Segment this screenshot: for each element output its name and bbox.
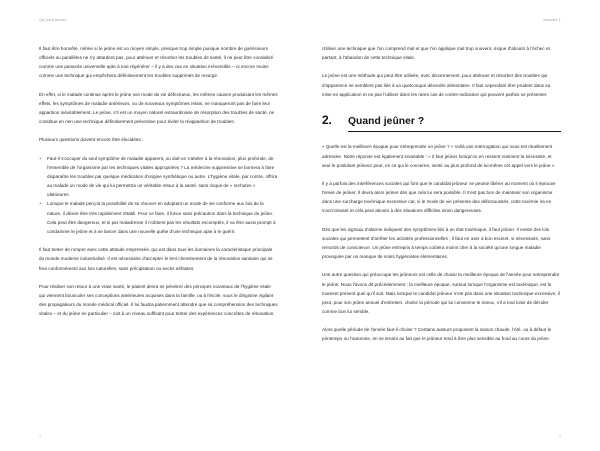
paragraph: Utiliser une technique que l'on comprend mal et que l'on applique mal trop souvent, risque d'aboutir à l'échec et, partant, à l'abandon de cette technique vitale. <box>322 46 552 61</box>
section-underline-rule <box>348 131 561 132</box>
left-page-text-column <box>39 44 278 318</box>
paragraph: Dès que les signaux d'alarme indiquent des symptômes liés à un état toxémique, il faut jeûner. Il existe des lois sociales qui permettent d'arrêter les activités professionnelles ; il faut en user à bon escient, si nécessaire, sans remords de conscience. Un jeûne entrepris à temps coûtera moins cher à la société qu'une longue maladie provoquée par un manque de soins hygiénistes élémentaires. <box>322 226 551 260</box>
paragraph: Il faut tenter de rompre avec cette attitude empressée, qui est dans tous les domaines la caractéristique principale du monde moderne industrialisé. Il est nécessaire d'accepter le lent cheminement de la rénovation sanitaire qui se fera conformément aux lois naturelles, sans précipitation ou excès néfastes. <box>39 247 273 271</box>
list-item <box>39 154 278 200</box>
paragraph-list-intro: Plusieurs questions doivent encore être élucidées : <box>39 137 144 143</box>
right-page <box>300 0 600 451</box>
section-heading <box>322 114 561 133</box>
paragraph: Il y a parfois des interférences sociales qui font que le candidat jeûneur ne peutse libérer au moment où il éprouve l'envie de jeûner. Il devra alors jeûner dès que cela lui sera possible. Il n'est pas bon de maintenir son organisme dans une surcharge toxémique excessive car, si le mode de vie présente des défectuosités, cette toxémie ira en s'accroissant et cela peut aboutir à des situations difficiles sinon dangereuses. <box>322 180 556 214</box>
running-head-left: Qui peut jeûner <box>39 18 67 22</box>
paragraph: Le jeûne est une méthode qui peut être utilisée, avec discernement, pour atténuer et résorber des troubles qui d'apparence ne semblent pas liés à un quelconque désordre alimentaire. Il faut cependant être prudent dans sa mise en application et ne pas l'utiliser dans les rares cas de contre-indication qui peuvent parfois se présenter. <box>322 73 551 97</box>
section-number: 2. <box>322 112 332 127</box>
list-item-text: Lorsque le malade perçoit la possibilité de se rénover en adoptant un mode de vie conforme aux lois de la nature, il désire être très rapidement rétabli. Pour ce faire, il fonce sans précaution dans la technique du jeûne. Cela peut être dangereux, et si par maladresse il n'obtient pas les résultats escomptés, il va être aussi prompt à condamner le jeûne et à se lancer dans une nouvelle quête d'une technique apte à le guérir. <box>47 201 276 234</box>
section-body <box>322 142 561 343</box>
section-title: Quand jeûner ? <box>348 115 425 127</box>
paragraph: Alors quelle période de l'année faut-il choisir ? Certains auteurs proposent la saison chaude, l'été, ou à défaut le printemps ou l'automne, en se tenant au fait que le jeûneur tend à être plus sensible au froid au cours du jeûne. <box>322 327 552 342</box>
question-list <box>39 154 278 236</box>
section-title-wrap <box>348 116 561 133</box>
right-page-text-column <box>322 44 561 344</box>
paragraph: « Quelle est la meilleure époque pour entreprendre un jeûne ? » Voilà une interrogation qui nous est rituellement adressée. Notre réponse est également invariable : « Il faut jeûner lorsqu'on en ressent vraiment la nécessité, et seul le postulant jeûneur peut, en ce qui le concerne, sentir au plus profond de lui-même cet appel vers le jeûne ». <box>322 144 556 168</box>
paragraph: Pour réaliser son retour à une vraie santé, le patient devra se pénétrer des principes nouveaux de l'hygiène vitale qui viennent bousculer ses conceptions antérieures acquises dans la famille, ou à l'école, sous le dirigisme vigilant des propagateurs du monde médical officiel. Il lui faudra patiemment attendre que sa compréhension des techniques vitales – et du jeûne en particulier – soit à un niveau suffisant pour tenter des expériences concrètes de rénovation. <box>39 283 278 317</box>
page-number-right: 3 <box>558 434 561 439</box>
paragraph: Une autre question qui préoccupe les jeûneurs est celle de choisir la meilleure époque de l'année pour entreprendre le jeûne. Nous l'avons dit précédemment : la meilleure époque, surtout lorsque l'organisme est toxémique, est le moment présent quel qu'il soit. Mais lorsque le candidat jeûneur n'est pas dans une situation toxémique excessive, il peut, pour son jeûne annuel d'entretien, choisir la période qui lui convienne le mieux, s'il a tout loisir de décider comme bon lui semble. <box>322 272 560 315</box>
list-item-text: Faut-il s'occuper du seul symptôme de maladie apparent, ou doit-on s'atteler à la rénovation, plus profonde, de l'ensemble de l'organisme par les techniques vitales appropriées ? La médecine suppressive se bornera à faire disparaître les troubles par quelque médication d'origine synthétique ou autre. L'hygiène vitale, par contre, offrira au malade un mode de vie qui lui permettra un véritable retour à la santé, sans risque de « rechutes » ultérieures. <box>47 155 278 198</box>
running-head-right: chapitre 1 <box>543 18 561 22</box>
paragraph: En effet, si le malade continue après le jeûne son mode de vie défectueux, les mêmes causes produisant les mêmes effets, les symptômes de maladie antérieurs, ou de nouveaux symptômes relais, ne manqueront pas de faire leur apparition inévitablement. Le jeûne, s'il est un moyen naturel extraordinaire de résorption des troubles de santé, ne constitue en rien une technique définitivement préventive pour éviter la réapparition de troubles. <box>39 91 278 125</box>
list-item <box>39 199 278 236</box>
page-number-left: 2 <box>39 434 42 439</box>
paragraph: Il faut être honnête, même si le jeûne est un moyen simple, presque trop simple puisque nombre de guérisseurs officiels ou parallèles ne s'y attardent pas, pour atténuer et résorber les troubles de santé, il ne peut être considéré comme une panacée universelle apte à tout régénérer – il y a des cas en situation irréversible – ni encore moins comme une technique qui empêchera définitivement les troubles supprimés de resurgir. <box>39 46 274 79</box>
